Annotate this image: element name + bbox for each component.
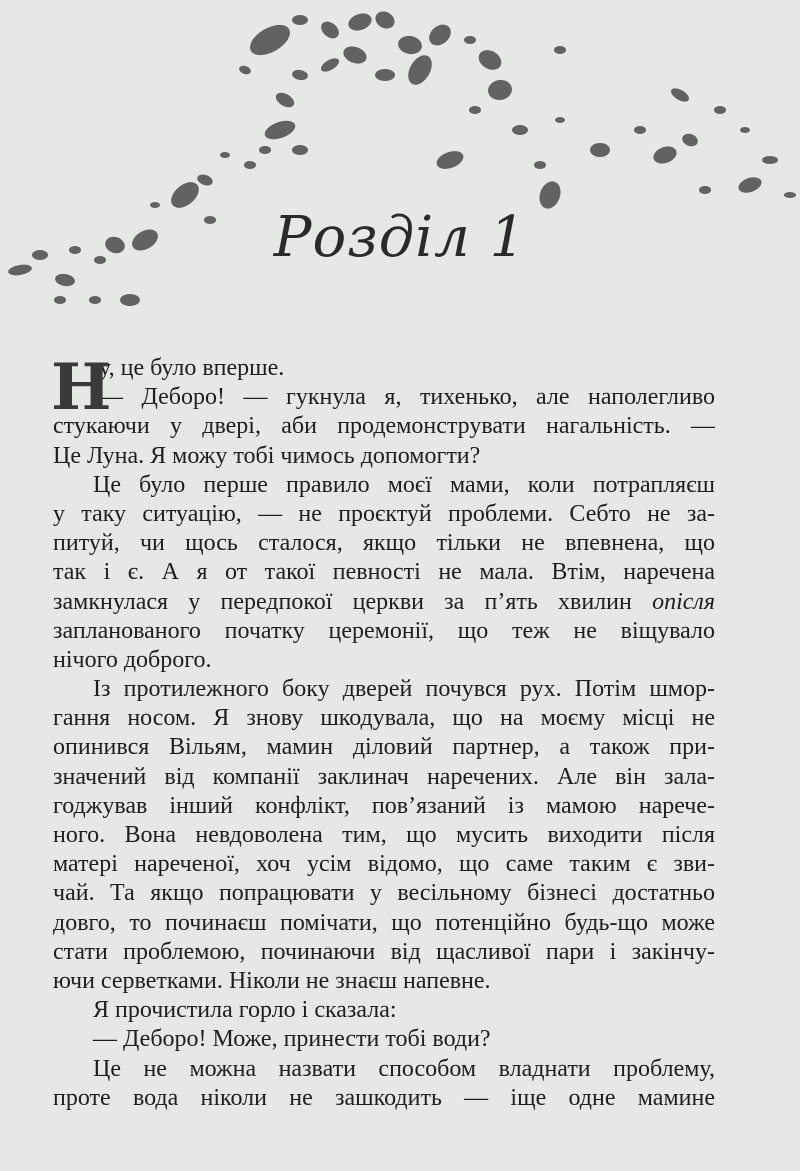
line-text: Я прочистила горло і сказала:: [93, 997, 397, 1024]
line-text: так і є. А я от такої певності не мала. Втім, наречена: [53, 559, 715, 586]
italic-word: опісля: [652, 588, 715, 615]
line-text: замкнулася у передпокої церкви за п’ять хвилин: [53, 588, 632, 615]
leaf-icon: [397, 34, 424, 56]
leaf-icon: [244, 161, 256, 169]
leaf-icon: [292, 145, 308, 155]
line-text: проте вода ніколи не зашкодить — іще одне мамине: [53, 1084, 715, 1111]
text-line: [53, 500, 715, 529]
leaf-icon: [273, 90, 296, 110]
line-text: значений від компанії заклинач наречених. Але він зала-: [53, 763, 715, 790]
line-text: стукаючи у двері, аби продемонструвати нагальність. —: [53, 413, 715, 440]
leaf-icon: [318, 18, 342, 42]
leaf-icon: [486, 78, 513, 102]
leaf-icon: [555, 117, 565, 123]
text-line: [53, 996, 715, 1025]
leaf-icon: [475, 46, 505, 74]
line-text: питуй, чи щось сталося, якщо тільки не впевнена, що: [53, 530, 715, 557]
leaf-icon: [245, 19, 295, 62]
line-text: нічого доброго.: [53, 646, 212, 673]
leaf-icon: [651, 143, 679, 166]
text-line: [53, 354, 715, 383]
text-line: [53, 383, 715, 412]
text-line: [53, 1055, 715, 1084]
leaf-icon: [292, 15, 308, 25]
leaf-icon: [512, 125, 528, 135]
line-text: стати проблемою, починаючи від щасливої пари і закінчу-: [53, 938, 715, 965]
drop-cap: Н: [51, 350, 112, 425]
leaf-icon: [319, 56, 341, 75]
leaf-icon: [291, 69, 308, 82]
line-text: Це було перше правило моєї мами, коли потрапляєш: [93, 471, 715, 498]
text-line: [53, 617, 715, 646]
leaf-icon: [262, 117, 298, 143]
leaf-icon: [372, 8, 397, 32]
leaf-icon: [736, 174, 763, 195]
line-text: годжував інший конфлікт, пов’язаний із мамою нарече-: [53, 792, 715, 819]
text-line: [53, 412, 715, 441]
leaf-icon: [375, 69, 395, 81]
leaf-icon: [464, 36, 476, 44]
text-line: [53, 588, 715, 617]
line-text: ного. Вона невдоволена тим, що мусить виходити після: [53, 822, 715, 848]
leaf-icon: [699, 186, 711, 194]
text-line: [53, 821, 715, 850]
leaf-icon: [89, 296, 101, 304]
leaf-icon: [669, 86, 691, 105]
line-text: у таку ситуацію, — не проєктуй проблеми. Себто не за-: [53, 500, 715, 527]
line-text: Із протилежного боку дверей почувся рух. Потім шмор-: [93, 676, 715, 703]
leaf-icon: [54, 296, 66, 304]
leaf-icon: [120, 294, 140, 306]
leaf-icon: [534, 161, 546, 169]
line-text: Це Луна. Я можу тобі чимось допомогти?: [53, 442, 481, 469]
text-line: [53, 471, 715, 500]
leaf-icon: [259, 146, 271, 154]
leaf-icon: [634, 126, 646, 134]
leaf-icon: [434, 148, 466, 173]
text-line: [53, 967, 715, 996]
text-line: [53, 1084, 715, 1113]
leaf-icon: [784, 192, 796, 198]
leaf-icon: [220, 152, 230, 158]
line-text: Це не можна назвати способом владнати проблему,: [93, 1055, 715, 1082]
chapter-title: Розділ 1: [273, 205, 527, 270]
line-text: ючи серветками. Ніколи не знаєш напевне.: [53, 967, 491, 994]
line-text: — Деборо! — гукнула я, тихенько, але наполегливо: [99, 384, 715, 411]
text-line: [53, 442, 715, 471]
leaf-icon: [469, 106, 481, 114]
leaf-icon: [346, 10, 374, 33]
text-line: [53, 763, 715, 792]
text-line: [53, 646, 715, 675]
leaf-icon: [740, 127, 750, 133]
text-line: [53, 938, 715, 967]
line-text: — Деборо! Може, принести тобі води?: [93, 1026, 491, 1053]
line-text: матері нареченої, хоч усім відомо, що саме таким є зви-: [53, 851, 715, 878]
text-line: [53, 529, 715, 558]
leaf-icon: [762, 156, 778, 164]
leaf-icon: [196, 173, 214, 188]
text-line: [53, 733, 715, 762]
text-line: [53, 675, 715, 704]
text-line: [53, 792, 715, 821]
falling-leaves-decoration: [0, 0, 800, 320]
leaf-icon: [425, 20, 455, 49]
line-text: опинився Вільям, мамин діловий партнер, а також при-: [53, 734, 715, 761]
line-text: гання носом. Я знову шкодувала, що на моєму місці не: [53, 705, 715, 732]
line-text: запланованого початку церемонії, що теж не віщувало: [53, 617, 715, 644]
leaf-icon: [590, 143, 610, 157]
text-line: [53, 909, 715, 938]
leaf-icon: [54, 272, 76, 287]
text-line: [53, 1025, 715, 1054]
line-text: довго, то починаєш помічати, що потенційно будь-що може: [53, 909, 715, 936]
text-line: [53, 879, 715, 908]
text-line: [53, 704, 715, 733]
leaf-icon: [238, 64, 252, 76]
leaf-icon: [680, 132, 699, 149]
leaf-icon: [403, 51, 436, 89]
text-line: [53, 558, 715, 587]
leaf-icon: [554, 46, 566, 54]
leaf-icon: [714, 106, 726, 114]
chapter-body-text: [51, 350, 715, 1113]
line-text: чай. Та якщо попрацювати у весільному бізнесі достатньо: [53, 880, 715, 907]
text-line: [53, 850, 715, 879]
leaf-icon: [341, 43, 369, 66]
line-text: у, це було вперше.: [99, 355, 285, 381]
